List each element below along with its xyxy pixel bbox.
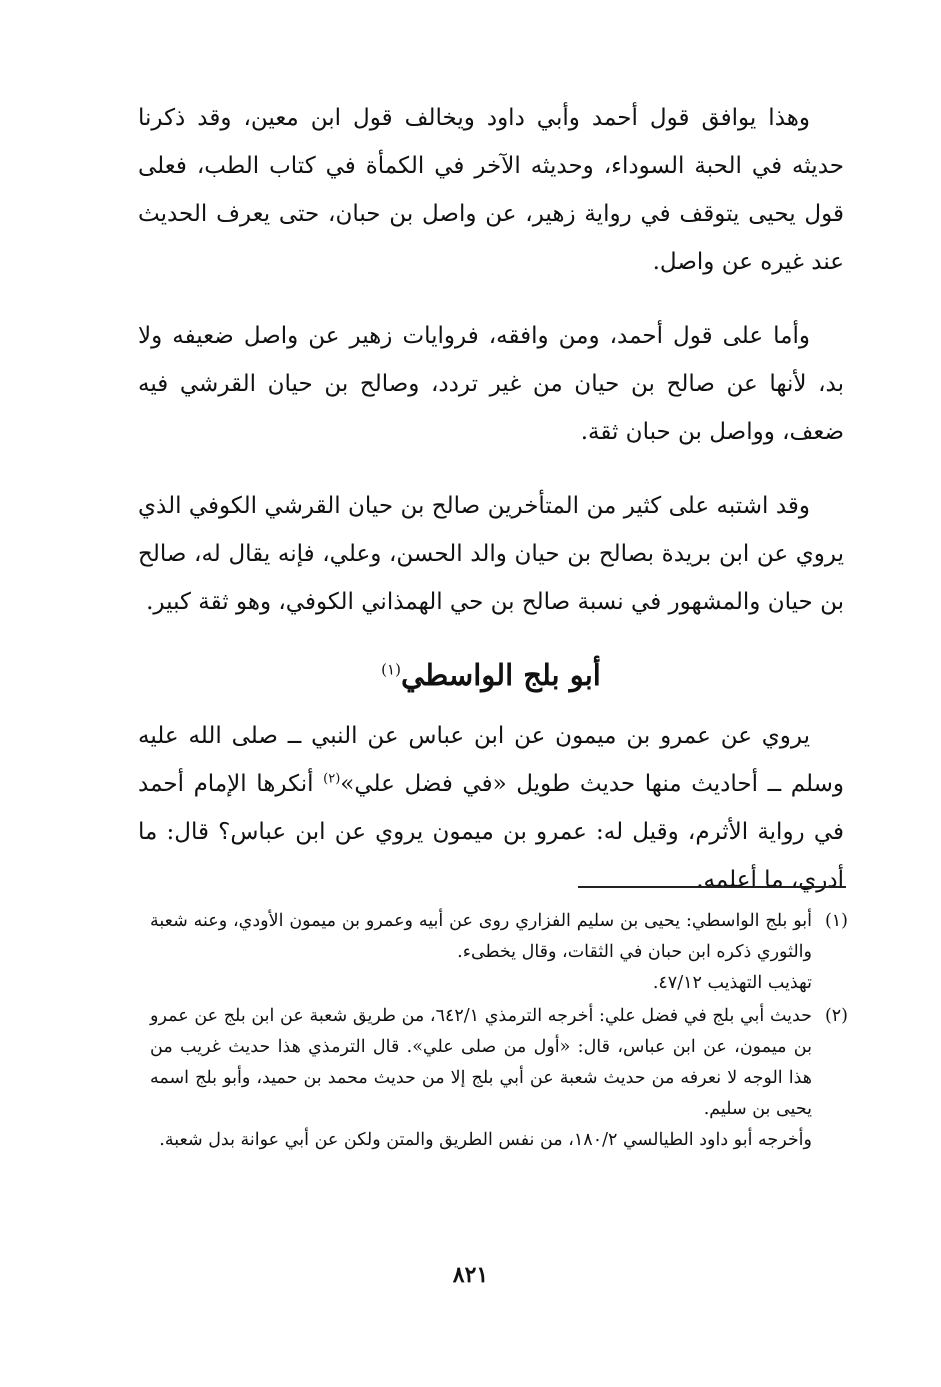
paragraph-3: وقد اشتبه على كثير من المتأخرين صالح بن حيان القرشي الكوفي الذي يروي عن ابن بريدة بصالح بن حيان والد الحسن، وعلي، فإنه يقال له، صالح بن حيان والمشهور في نسبة صالح بن حي الهمذاني الكوفي، وهو ثقة كبير. bbox=[138, 493, 844, 615]
paragraph-2: وأما على قول أحمد، ومن وافقه، فروايات زهير عن واصل ضعيفه ولا بد، لأنها عن صالح بن حيان من غير تردد، وصالح بن حيان القرشي فيه ضعف، وواصل بن حبان ثقة. bbox=[138, 323, 844, 445]
footnote-2 bbox=[150, 1001, 848, 1156]
footnote-ref-2: (٢) bbox=[323, 771, 341, 787]
footnote-line: تهذيب التهذيب ٤٧/١٢. bbox=[652, 973, 812, 993]
section-heading bbox=[138, 652, 844, 698]
footnotes bbox=[150, 906, 848, 1158]
footnote-line: أبو بلج الواسطي: يحيى بن سليم الفزاري روى عن أبيه وعمرو بن ميمون الأودي، وعنه شعبة والثوري ذكره ابن حبان في الثقات، وقال يخطىء. bbox=[150, 911, 812, 962]
footnote-1 bbox=[150, 906, 848, 999]
main-text bbox=[138, 94, 844, 930]
paragraph-4 bbox=[138, 712, 844, 904]
footnote-body bbox=[150, 1001, 812, 1156]
page-number: ٨٢١ bbox=[452, 1262, 489, 1288]
footnote-number: (٢) bbox=[824, 1006, 848, 1026]
footnote-separator bbox=[578, 886, 846, 888]
footnote-number: (١) bbox=[824, 911, 848, 931]
footnote-line: حديث أبي بلج في فضل علي: أخرجه الترمذي ٦٤٢/١، من طريق شعبة عن ابن بلج عن عمرو بن ميمون، عن ابن عباس، قال: «أول من صلى علي». قال الترمذي هذا حديث غريب من هذا الوجه لا نعرفه من حديث شعبة عن أبي بلج إلا من حديث محمد بن حميد، وأبو بلج اسمه يحيى بن سليم. bbox=[150, 1006, 812, 1119]
paragraph-4-part-a: يروي عن عمرو بن ميمون عن ابن عباس عن النبي ــ صلى الله عليه وسلم ــ أحاديث منها حديث طويل «في فضل علي» bbox=[138, 723, 844, 797]
paragraph-4-part-b: أنكرها الإمام أحمد في رواية الأثرم، وقيل له: عمرو بن ميمون يروي عن ابن عباس؟ قال: ما أدري، ما أعلمه. bbox=[138, 771, 844, 893]
heading-footnote-ref: (١) bbox=[381, 660, 401, 679]
heading-title: أبو بلج الواسطي bbox=[400, 658, 601, 692]
footnote-line: وأخرجه أبو داود الطيالسي ١٨٠/٢، من نفس الطريق والمتن ولكن عن أبي عوانة بدل شعبة. bbox=[159, 1130, 812, 1150]
paragraph-1: وهذا يوافق قول أحمد وأبي داود ويخالف قول ابن معين، وقد ذكرنا حديثه في الحبة السوداء، وحديثه الآخر في الكمأة في كتاب الطب، فعلى قول يحيى يتوقف في رواية زهير، عن واصل بن حبان، حتى يعرف الحديث عند غيره عن واصل. bbox=[138, 105, 844, 275]
footnote-body bbox=[150, 906, 812, 999]
